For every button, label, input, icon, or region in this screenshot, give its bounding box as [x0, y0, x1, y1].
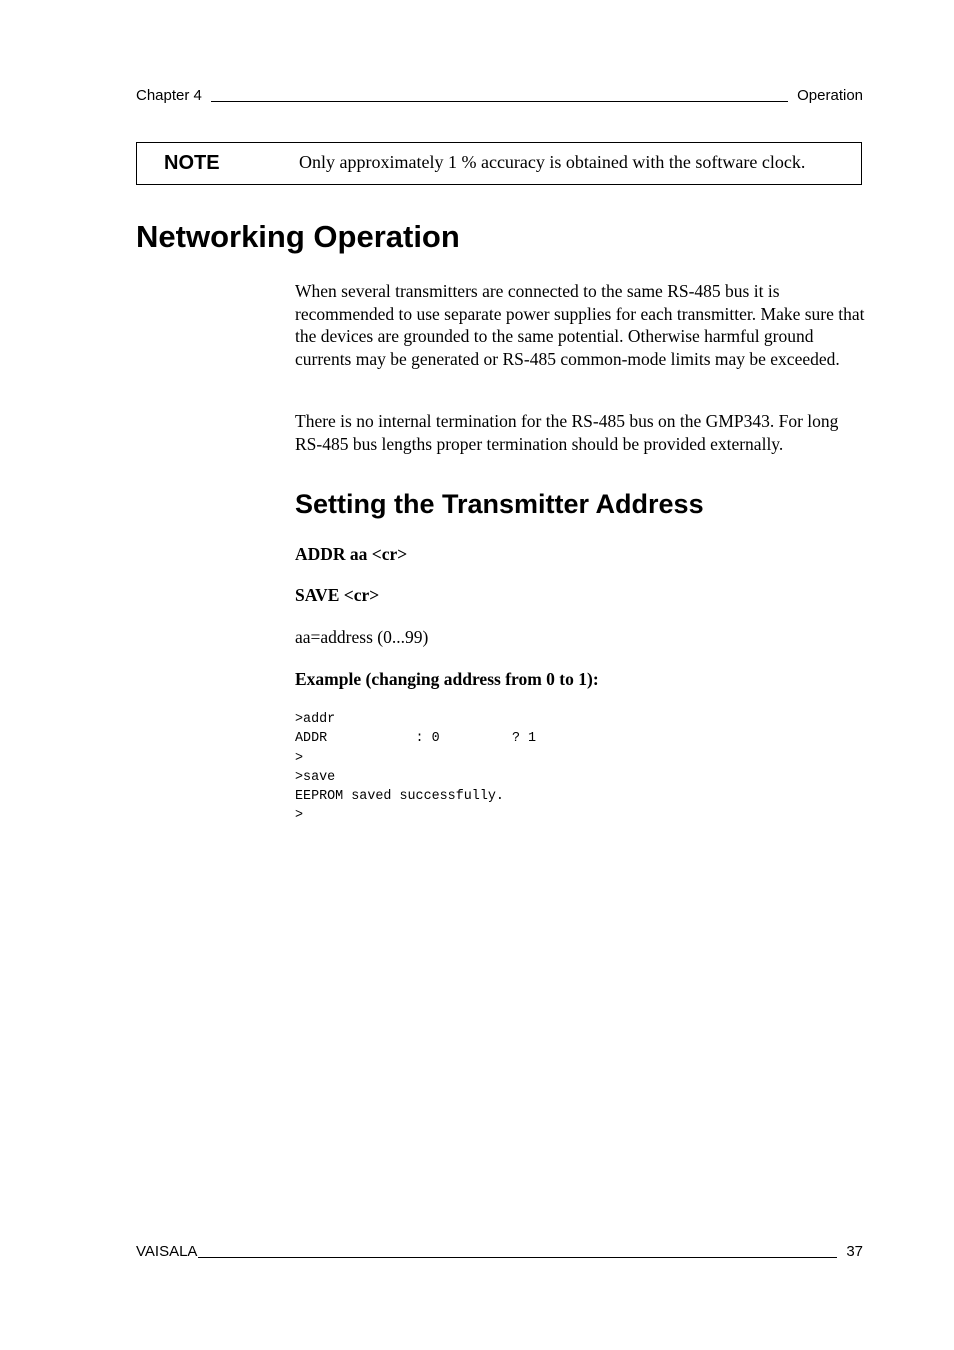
networking-paragraph-2-block: [295, 410, 865, 455]
note-box: [136, 142, 862, 185]
command-addr: ADDR aa <cr>: [295, 544, 408, 564]
example-code-block: [295, 710, 536, 826]
header-chapter: Chapter 4: [136, 87, 202, 104]
code-line: >: [295, 808, 304, 824]
section-title-networking: Networking Operation: [136, 219, 460, 254]
code-line: ADDR : 0 ? 1: [295, 731, 537, 747]
page-footer: [136, 1243, 863, 1261]
example-heading: Example (changing address from 0 to 1):: [295, 669, 599, 689]
code-line: >addr: [295, 712, 336, 727]
parameter-description: aa=address (0...99): [295, 627, 429, 647]
section-title-address: Setting the Transmitter Address: [295, 489, 704, 519]
networking-paragraph-1: When several transmitters are connected to the same RS-485 bus it is recommended to use separate power supplies for each transmitter. Make sure that the devices are grounded to the same potential. Otherwise harmful ground currents may be generated or RS-485 common-mode limits may be exceeded.: [295, 281, 865, 369]
footer-company: VAISALA: [136, 1243, 198, 1260]
command-save: SAVE <cr>: [295, 585, 380, 605]
footer-rule: [198, 1257, 837, 1258]
code-line: EEPROM saved successfully.: [295, 789, 504, 805]
header-rule: [211, 101, 788, 102]
note-label: NOTE: [164, 152, 220, 174]
code-line: >save: [295, 769, 336, 785]
footer-page-number: 37: [846, 1243, 863, 1260]
networking-paragraph-2: There is no internal termination for the RS-485 bus on the GMP343. For long RS-485 bus lengths proper termination should be provided externally.: [295, 411, 839, 454]
header-section: Operation: [797, 87, 863, 104]
code-line: >: [295, 750, 304, 766]
networking-paragraph-1-block: [295, 280, 865, 370]
page-header: [136, 87, 863, 105]
note-text: Only approximately 1 % accuracy is obtained with the software clock.: [299, 152, 806, 172]
